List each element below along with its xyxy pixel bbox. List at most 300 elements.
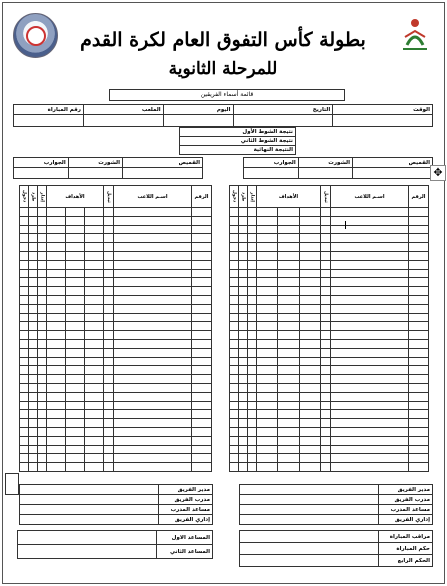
roster-cell[interactable] (29, 243, 38, 252)
roster-cell[interactable] (239, 427, 248, 436)
roster-cell[interactable] (257, 357, 278, 366)
roster-cell[interactable] (257, 234, 278, 243)
roster-cell[interactable] (85, 436, 104, 445)
official-field[interactable] (18, 531, 157, 545)
roster-cell[interactable] (409, 454, 429, 463)
roster-cell[interactable] (20, 287, 29, 296)
roster-cell[interactable] (321, 348, 331, 357)
roster-cell[interactable] (257, 366, 278, 375)
roster-cell[interactable] (230, 243, 239, 252)
roster-cell[interactable] (47, 375, 66, 384)
roster-cell[interactable] (20, 401, 29, 410)
roster-cell[interactable] (47, 463, 66, 472)
roster-cell[interactable] (114, 287, 192, 296)
roster-cell[interactable] (248, 357, 257, 366)
roster-cell[interactable] (299, 392, 320, 401)
roster-cell[interactable] (409, 304, 429, 313)
roster-cell[interactable] (38, 216, 47, 225)
roster-cell[interactable] (47, 331, 66, 340)
roster-cell[interactable] (409, 331, 429, 340)
roster-cell[interactable] (278, 463, 299, 472)
roster-cell[interactable] (47, 260, 66, 269)
roster-cell[interactable] (85, 427, 104, 436)
roster-cell[interactable] (66, 427, 85, 436)
roster-cell[interactable] (248, 208, 257, 217)
roster-cell[interactable] (38, 243, 47, 252)
roster-cell[interactable] (230, 383, 239, 392)
roster-cell[interactable] (20, 322, 29, 331)
roster-cell[interactable] (192, 260, 212, 269)
roster-cell[interactable] (85, 331, 104, 340)
roster-cell[interactable] (20, 463, 29, 472)
roster-cell[interactable] (299, 427, 320, 436)
roster-cell[interactable] (331, 287, 409, 296)
roster-cell[interactable] (38, 419, 47, 428)
roster-cell[interactable] (38, 313, 47, 322)
roster-cell[interactable] (239, 304, 248, 313)
roster-cell[interactable] (47, 410, 66, 419)
roster-cell[interactable] (331, 304, 409, 313)
roster-cell[interactable] (20, 375, 29, 384)
roster-cell[interactable] (248, 410, 257, 419)
roster-cell[interactable] (192, 463, 212, 472)
roster-cell[interactable] (38, 401, 47, 410)
roster-cell[interactable] (29, 251, 38, 260)
roster-cell[interactable] (192, 295, 212, 304)
move-icon[interactable]: ✥ (430, 165, 446, 181)
roster-cell[interactable] (278, 251, 299, 260)
roster-cell[interactable] (20, 216, 29, 225)
roster-cell[interactable] (257, 410, 278, 419)
roster-cell[interactable] (278, 295, 299, 304)
roster-cell[interactable] (114, 216, 192, 225)
roster-cell[interactable] (85, 410, 104, 419)
roster-cell[interactable] (230, 208, 239, 217)
roster-cell[interactable] (321, 375, 331, 384)
roster-cell[interactable] (114, 234, 192, 243)
roster-cell[interactable] (192, 366, 212, 375)
roster-cell[interactable] (47, 322, 66, 331)
roster-cell[interactable] (66, 375, 85, 384)
roster-cell[interactable] (278, 208, 299, 217)
roster-cell[interactable] (299, 251, 320, 260)
roster-cell[interactable] (257, 445, 278, 454)
roster-cell[interactable] (85, 225, 104, 234)
roster-cell[interactable] (239, 401, 248, 410)
roster-cell[interactable] (321, 410, 331, 419)
roster-cell[interactable] (331, 427, 409, 436)
roster-cell[interactable] (331, 243, 409, 252)
roster-cell[interactable] (192, 225, 212, 234)
official-field[interactable] (240, 515, 379, 525)
roster-cell[interactable] (66, 225, 85, 234)
roster-cell[interactable] (230, 322, 239, 331)
roster-cell[interactable] (192, 234, 212, 243)
roster-cell[interactable] (299, 463, 320, 472)
roster-cell[interactable] (278, 304, 299, 313)
roster-cell[interactable] (192, 313, 212, 322)
roster-cell[interactable] (409, 436, 429, 445)
roster-cell[interactable] (409, 251, 429, 260)
roster-cell[interactable] (192, 331, 212, 340)
roster-cell[interactable] (192, 436, 212, 445)
roster-cell[interactable] (114, 208, 192, 217)
roster-cell[interactable] (38, 234, 47, 243)
roster-cell[interactable] (29, 357, 38, 366)
roster-cell[interactable] (248, 313, 257, 322)
roster-cell[interactable] (248, 383, 257, 392)
roster-cell[interactable] (409, 216, 429, 225)
roster-cell[interactable] (114, 427, 192, 436)
roster-cell[interactable] (278, 322, 299, 331)
roster-cell[interactable] (257, 278, 278, 287)
roster-cell[interactable] (299, 419, 320, 428)
roster-cell[interactable] (47, 383, 66, 392)
roster-cell[interactable] (230, 454, 239, 463)
roster-cell[interactable] (85, 287, 104, 296)
roster-cell[interactable] (321, 234, 331, 243)
roster-cell[interactable] (230, 392, 239, 401)
official-field[interactable] (240, 495, 379, 505)
roster-cell[interactable] (38, 304, 47, 313)
kit-shirt-field[interactable] (123, 168, 203, 179)
roster-cell[interactable] (239, 339, 248, 348)
roster-cell[interactable] (331, 392, 409, 401)
roster-cell[interactable] (230, 225, 239, 234)
roster-cell[interactable] (104, 427, 114, 436)
roster-cell[interactable] (331, 366, 409, 375)
roster-cell[interactable] (29, 366, 38, 375)
roster-cell[interactable] (230, 436, 239, 445)
day-field[interactable] (163, 115, 233, 127)
roster-cell[interactable] (409, 295, 429, 304)
official-field[interactable] (20, 485, 159, 495)
roster-cell[interactable] (321, 331, 331, 340)
roster-cell[interactable] (278, 357, 299, 366)
roster-cell[interactable] (321, 445, 331, 454)
roster-cell[interactable] (85, 234, 104, 243)
roster-cell[interactable] (299, 322, 320, 331)
roster-cell[interactable] (66, 366, 85, 375)
roster-cell[interactable] (20, 419, 29, 428)
roster-cell[interactable] (104, 278, 114, 287)
roster-cell[interactable] (239, 375, 248, 384)
roster-cell[interactable] (104, 357, 114, 366)
roster-cell[interactable] (239, 445, 248, 454)
roster-cell[interactable] (29, 419, 38, 428)
roster-cell[interactable] (331, 401, 409, 410)
roster-cell[interactable] (331, 454, 409, 463)
roster-cell[interactable] (321, 419, 331, 428)
roster-cell[interactable] (47, 216, 66, 225)
roster-cell[interactable] (239, 348, 248, 357)
roster-cell[interactable] (248, 287, 257, 296)
official-field[interactable] (18, 545, 157, 559)
roster-cell[interactable] (321, 427, 331, 436)
roster-cell[interactable] (114, 339, 192, 348)
roster-cell[interactable] (47, 454, 66, 463)
roster-cell[interactable] (239, 313, 248, 322)
roster-cell[interactable] (239, 436, 248, 445)
roster-cell[interactable] (38, 392, 47, 401)
roster-cell[interactable] (257, 225, 278, 234)
roster-cell[interactable] (20, 436, 29, 445)
roster-cell[interactable] (278, 313, 299, 322)
roster-cell[interactable] (20, 251, 29, 260)
roster-cell[interactable] (278, 401, 299, 410)
roster-cell[interactable] (114, 392, 192, 401)
roster-cell[interactable] (248, 463, 257, 472)
roster-cell[interactable] (299, 269, 320, 278)
roster-cell[interactable] (409, 339, 429, 348)
roster-cell[interactable] (248, 348, 257, 357)
roster-cell[interactable] (299, 401, 320, 410)
roster-cell[interactable] (331, 348, 409, 357)
roster-cell[interactable] (66, 287, 85, 296)
roster-cell[interactable] (104, 216, 114, 225)
roster-cell[interactable] (38, 436, 47, 445)
roster-cell[interactable] (114, 366, 192, 375)
roster-cell[interactable] (20, 348, 29, 357)
roster-cell[interactable] (114, 454, 192, 463)
roster-cell[interactable] (409, 348, 429, 357)
roster-cell[interactable] (66, 339, 85, 348)
roster-cell[interactable] (114, 278, 192, 287)
roster-cell[interactable] (239, 357, 248, 366)
roster-cell[interactable] (66, 304, 85, 313)
roster-cell[interactable] (321, 339, 331, 348)
roster-cell[interactable] (278, 234, 299, 243)
roster-cell[interactable] (192, 401, 212, 410)
kit-shorts-field[interactable] (298, 168, 352, 179)
roster-cell[interactable] (20, 392, 29, 401)
roster-cell[interactable] (299, 225, 320, 234)
roster-cell[interactable] (85, 322, 104, 331)
roster-cell[interactable] (321, 295, 331, 304)
roster-cell[interactable] (321, 251, 331, 260)
roster-cell[interactable] (104, 383, 114, 392)
roster-cell[interactable] (321, 278, 331, 287)
roster-cell[interactable] (299, 295, 320, 304)
roster-cell[interactable] (114, 445, 192, 454)
roster-cell[interactable] (257, 375, 278, 384)
roster-cell[interactable] (248, 234, 257, 243)
roster-cell[interactable] (47, 287, 66, 296)
roster-cell[interactable] (66, 216, 85, 225)
roster-cell[interactable] (278, 269, 299, 278)
roster-cell[interactable] (114, 383, 192, 392)
roster-cell[interactable] (104, 454, 114, 463)
roster-cell[interactable] (230, 295, 239, 304)
roster-cell[interactable] (248, 278, 257, 287)
time-field[interactable] (333, 115, 433, 127)
roster-cell[interactable] (230, 410, 239, 419)
official-field[interactable] (20, 495, 159, 505)
roster-cell[interactable] (331, 339, 409, 348)
roster-cell[interactable] (230, 251, 239, 260)
roster-cell[interactable] (47, 348, 66, 357)
roster-cell[interactable] (299, 383, 320, 392)
roster-cell[interactable] (192, 216, 212, 225)
roster-cell[interactable] (230, 348, 239, 357)
roster-cell[interactable] (47, 278, 66, 287)
roster-cell[interactable] (66, 322, 85, 331)
roster-cell[interactable] (248, 392, 257, 401)
roster-cell[interactable] (331, 278, 409, 287)
roster-cell[interactable] (409, 419, 429, 428)
roster-cell[interactable] (47, 427, 66, 436)
roster-cell[interactable] (331, 260, 409, 269)
roster-cell[interactable] (66, 208, 85, 217)
roster-cell[interactable] (299, 454, 320, 463)
roster-cell[interactable] (278, 392, 299, 401)
roster-cell[interactable] (409, 375, 429, 384)
roster-cell[interactable] (104, 225, 114, 234)
roster-cell[interactable] (47, 401, 66, 410)
roster-cell[interactable] (257, 322, 278, 331)
roster-cell[interactable] (278, 348, 299, 357)
roster-cell[interactable] (20, 278, 29, 287)
roster-cell[interactable] (29, 304, 38, 313)
roster-cell[interactable] (299, 357, 320, 366)
roster-cell[interactable] (248, 322, 257, 331)
roster-cell[interactable] (66, 436, 85, 445)
roster-cell[interactable] (278, 287, 299, 296)
roster-cell[interactable] (114, 251, 192, 260)
roster-cell[interactable] (257, 260, 278, 269)
roster-cell[interactable] (331, 234, 409, 243)
roster-cell[interactable] (331, 436, 409, 445)
roster-cell[interactable] (20, 427, 29, 436)
roster-cell[interactable] (85, 269, 104, 278)
official-field[interactable] (20, 505, 159, 515)
roster-cell[interactable] (85, 304, 104, 313)
roster-cell[interactable] (248, 401, 257, 410)
roster-cell[interactable] (104, 287, 114, 296)
roster-cell[interactable] (114, 410, 192, 419)
roster-cell[interactable] (278, 243, 299, 252)
roster-cell[interactable] (20, 234, 29, 243)
roster-cell[interactable] (331, 225, 409, 234)
roster-cell[interactable] (38, 260, 47, 269)
roster-cell[interactable] (230, 463, 239, 472)
roster-cell[interactable] (230, 357, 239, 366)
match-number-field[interactable] (14, 115, 84, 127)
roster-cell[interactable] (29, 234, 38, 243)
roster-cell[interactable] (239, 208, 248, 217)
roster-cell[interactable] (331, 419, 409, 428)
roster-cell[interactable] (409, 234, 429, 243)
roster-cell[interactable] (66, 234, 85, 243)
roster-cell[interactable] (278, 366, 299, 375)
roster-cell[interactable] (104, 295, 114, 304)
roster-cell[interactable] (29, 383, 38, 392)
roster-cell[interactable] (114, 304, 192, 313)
roster-cell[interactable] (29, 454, 38, 463)
roster-cell[interactable] (20, 445, 29, 454)
roster-cell[interactable] (192, 287, 212, 296)
roster-cell[interactable] (114, 225, 192, 234)
roster-cell[interactable] (299, 339, 320, 348)
roster-cell[interactable] (38, 251, 47, 260)
roster-cell[interactable] (278, 339, 299, 348)
roster-cell[interactable] (85, 383, 104, 392)
roster-cell[interactable] (278, 260, 299, 269)
roster-cell[interactable] (114, 243, 192, 252)
roster-cell[interactable] (331, 331, 409, 340)
roster-cell[interactable] (321, 436, 331, 445)
roster-cell[interactable] (278, 454, 299, 463)
roster-cell[interactable] (38, 383, 47, 392)
roster-cell[interactable] (104, 348, 114, 357)
roster-cell[interactable] (278, 225, 299, 234)
roster-cell[interactable] (29, 392, 38, 401)
roster-cell[interactable] (38, 348, 47, 357)
roster-cell[interactable] (239, 225, 248, 234)
official-field[interactable] (240, 555, 379, 567)
roster-cell[interactable] (104, 436, 114, 445)
roster-cell[interactable] (66, 463, 85, 472)
roster-cell[interactable] (66, 392, 85, 401)
roster-cell[interactable] (47, 251, 66, 260)
roster-cell[interactable] (85, 454, 104, 463)
roster-cell[interactable] (239, 260, 248, 269)
roster-cell[interactable] (248, 225, 257, 234)
roster-cell[interactable] (239, 419, 248, 428)
roster-cell[interactable] (104, 260, 114, 269)
roster-cell[interactable] (331, 463, 409, 472)
roster-cell[interactable] (230, 427, 239, 436)
roster-cell[interactable] (114, 348, 192, 357)
roster-cell[interactable] (192, 454, 212, 463)
roster-cell[interactable] (321, 383, 331, 392)
roster-cell[interactable] (47, 339, 66, 348)
roster-cell[interactable] (20, 304, 29, 313)
roster-cell[interactable] (239, 383, 248, 392)
roster-cell[interactable] (66, 313, 85, 322)
roster-cell[interactable] (29, 331, 38, 340)
roster-cell[interactable] (20, 208, 29, 217)
roster-cell[interactable] (38, 410, 47, 419)
roster-cell[interactable] (321, 454, 331, 463)
roster-cell[interactable] (38, 287, 47, 296)
roster-cell[interactable] (85, 366, 104, 375)
roster-cell[interactable] (299, 410, 320, 419)
roster-cell[interactable] (230, 339, 239, 348)
roster-cell[interactable] (66, 454, 85, 463)
roster-cell[interactable] (114, 375, 192, 384)
roster-cell[interactable] (257, 463, 278, 472)
roster-cell[interactable] (47, 304, 66, 313)
roster-cell[interactable] (248, 251, 257, 260)
roster-cell[interactable] (409, 260, 429, 269)
roster-cell[interactable] (192, 269, 212, 278)
roster-cell[interactable] (20, 357, 29, 366)
roster-cell[interactable] (20, 313, 29, 322)
roster-cell[interactable] (299, 287, 320, 296)
roster-cell[interactable] (299, 243, 320, 252)
roster-cell[interactable] (114, 419, 192, 428)
roster-cell[interactable] (257, 401, 278, 410)
roster-cell[interactable] (278, 427, 299, 436)
roster-cell[interactable] (331, 208, 409, 217)
roster-cell[interactable] (104, 463, 114, 472)
roster-cell[interactable] (321, 208, 331, 217)
roster-cell[interactable] (29, 348, 38, 357)
roster-cell[interactable] (47, 208, 66, 217)
roster-cell[interactable] (66, 348, 85, 357)
roster-cell[interactable] (331, 410, 409, 419)
